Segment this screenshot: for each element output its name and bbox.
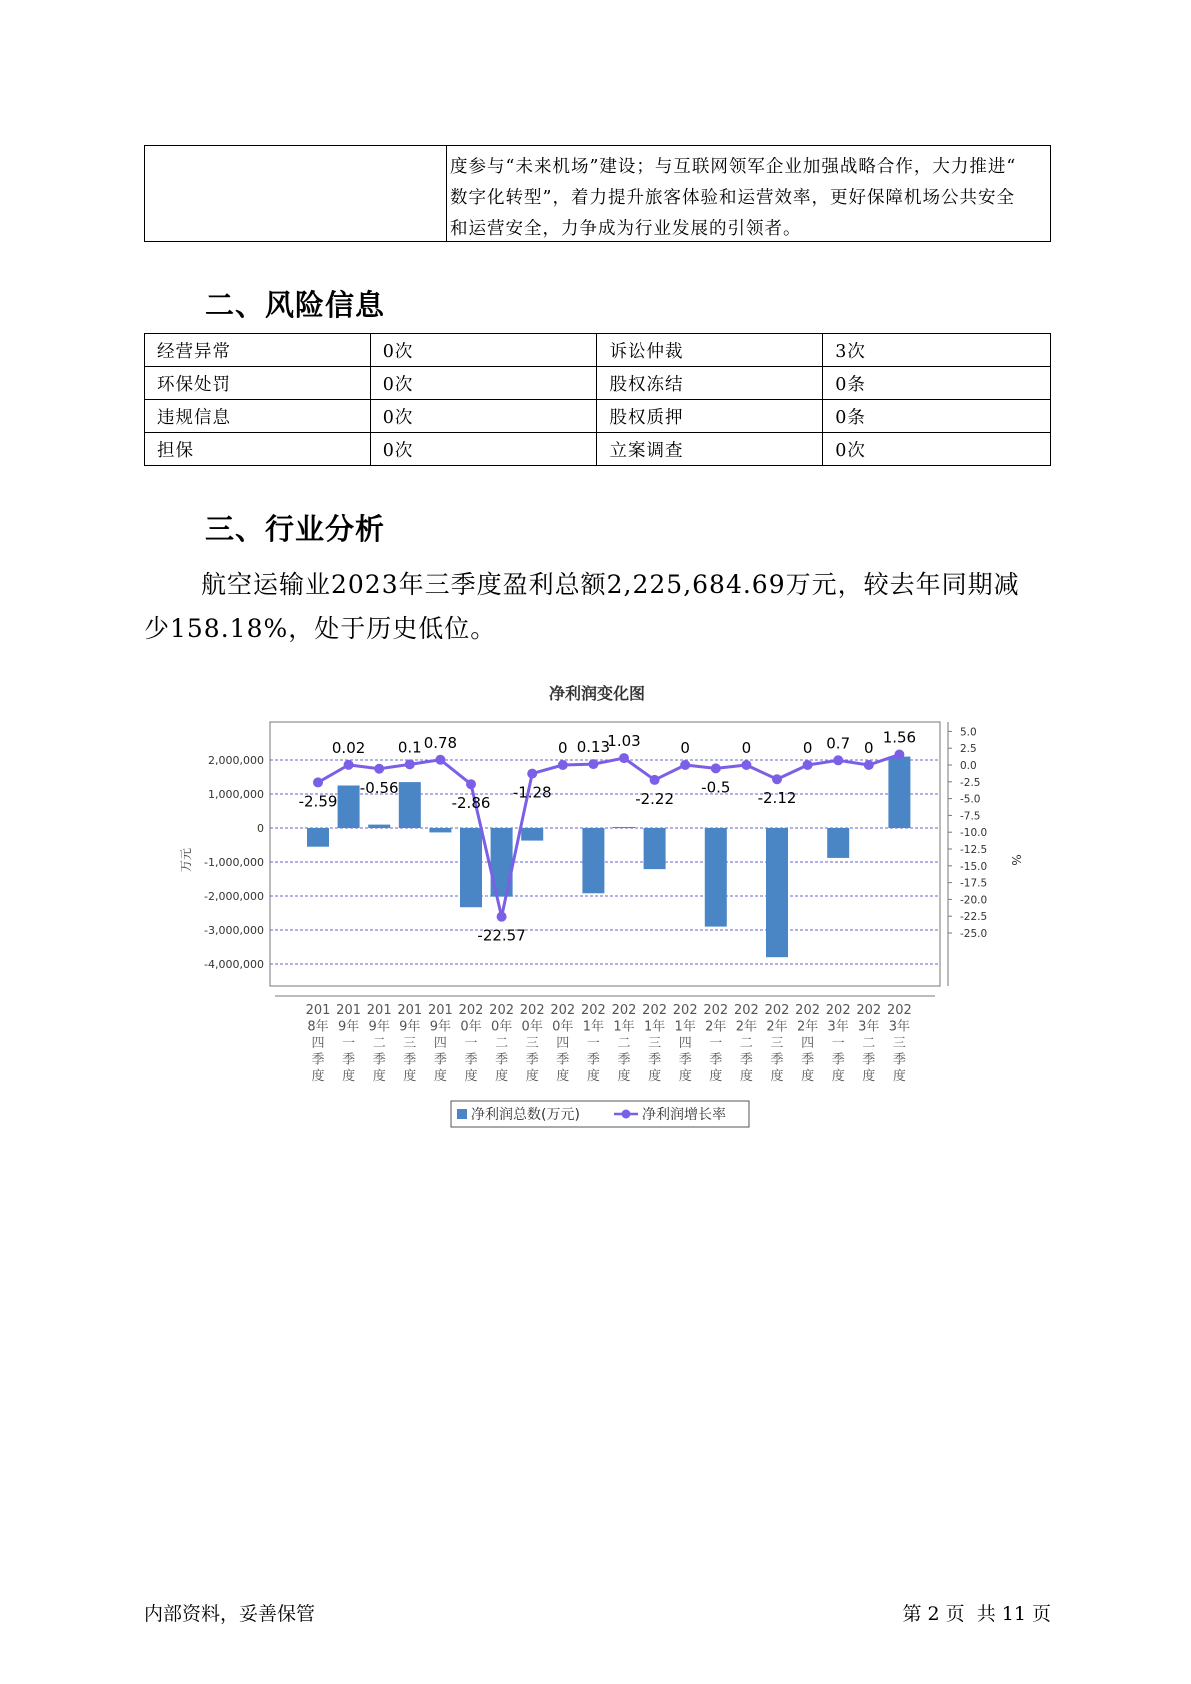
bar: [521, 828, 543, 841]
bar: [827, 828, 849, 858]
x-category-label: 202: [489, 1003, 515, 1018]
right-axis-label: %: [1009, 854, 1023, 866]
x-category-label: 202: [825, 1003, 851, 1018]
risk-value: 3次: [823, 334, 1051, 367]
x-category-label: 3年: [888, 1019, 911, 1035]
x-category-label: 度: [586, 1069, 600, 1084]
footer-page-number: 第 2 页 共 11 页: [902, 1603, 1051, 1625]
risk-value: 0条: [823, 400, 1051, 433]
x-category-label: 0年: [460, 1019, 482, 1035]
rate-line: [318, 755, 899, 917]
x-category-label: 度: [648, 1069, 662, 1084]
bar: [460, 828, 482, 907]
left-axis: [204, 754, 264, 971]
x-category-label: 季: [525, 1052, 539, 1068]
x-category-label: 度: [495, 1069, 509, 1084]
bar: [766, 828, 788, 957]
x-category-label: 202: [458, 1003, 484, 1018]
rate-data-label: 1.03: [607, 732, 641, 751]
x-category-label: 二: [739, 1036, 753, 1051]
x-category-label: 一: [342, 1036, 356, 1051]
legend-line-marker: [622, 1110, 631, 1119]
right-tick-label: -7.5: [960, 810, 981, 823]
right-tick-label: -17.5: [960, 877, 988, 890]
x-category-label: 201: [305, 1003, 331, 1018]
risk-label: 股权质押: [597, 400, 823, 433]
x-category-label: 度: [678, 1069, 692, 1084]
x-category-label: 9年: [429, 1019, 452, 1035]
x-category-label: 季: [556, 1052, 570, 1068]
bar: [644, 828, 666, 869]
x-category-label: 一: [464, 1036, 478, 1051]
x-axis-categories: [275, 996, 935, 1084]
x-category-label: 201: [427, 1003, 453, 1018]
right-tick-label: -20.0: [960, 894, 988, 907]
rate-point: [344, 760, 354, 770]
x-category-label: 二: [862, 1036, 876, 1051]
risk-value: 0次: [823, 433, 1051, 466]
x-category-label: 202: [733, 1003, 759, 1018]
x-category-label: 度: [770, 1069, 784, 1084]
x-category-label: 202: [550, 1003, 576, 1018]
rate-point: [833, 755, 843, 765]
rate-data-label: 0.1: [397, 738, 422, 757]
rate-data-label: 0: [680, 739, 690, 757]
rate-point: [466, 779, 476, 789]
x-category-label: 季: [739, 1052, 753, 1068]
x-category-label: 202: [611, 1003, 637, 1018]
x-category-label: 度: [831, 1069, 845, 1084]
x-category-label: 季: [678, 1052, 692, 1068]
x-category-label: 季: [342, 1052, 356, 1068]
rate-data-label: -1.28: [512, 783, 552, 802]
rate-point: [405, 759, 415, 769]
risk-value: 0次: [370, 367, 597, 400]
x-category-label: 202: [703, 1003, 729, 1018]
bar: [399, 782, 421, 828]
right-tick-label: 5.0: [960, 726, 977, 739]
right-tick-label: -25.0: [960, 928, 988, 940]
x-category-label: 2年: [796, 1019, 819, 1035]
risk-label: 立案调查: [597, 433, 823, 466]
x-category-label: 一: [586, 1036, 600, 1051]
analysis-paragraph-line2: 少158.18%，处于历史低位。: [144, 614, 497, 643]
bar: [888, 757, 910, 828]
x-category-label: 一: [831, 1036, 845, 1051]
rate-data-label: 0.78: [423, 733, 458, 752]
x-category-label: 1年: [613, 1019, 635, 1035]
rate-data-label: 0: [741, 739, 752, 757]
bar: [368, 825, 390, 828]
footer-confidential: 内部资料，妥善保管: [144, 1603, 316, 1625]
x-category-label: 季: [403, 1052, 417, 1068]
rate-data-label: 0.02: [331, 738, 366, 757]
x-category-label: 二: [617, 1036, 631, 1051]
right-tick-label: -22.5: [960, 911, 988, 924]
x-category-label: 201: [336, 1003, 362, 1018]
analysis-paragraph-line1: 航空运输业2023年三季度盈利总额2,225,684.69万元，较去年同期减: [201, 570, 1020, 599]
x-category-label: 3年: [827, 1019, 849, 1035]
x-category-label: 度: [525, 1069, 539, 1084]
continuation-line: 数字化转型”，着力提升旅客体验和运营效率，更好保障机场公共安全: [450, 188, 1015, 208]
continuation-line: 度参与“未来机场”建设；与互联网领军企业加强战略合作，大力推进“: [450, 157, 1017, 177]
x-category-label: 0年: [552, 1019, 574, 1035]
rate-data-label: -0.5: [701, 778, 731, 797]
risk-label: 经营异常: [145, 334, 371, 367]
x-category-label: 四: [678, 1036, 692, 1051]
x-category-label: 201: [366, 1003, 392, 1018]
x-category-label: 度: [556, 1069, 570, 1084]
risk-label: 诉讼仲裁: [597, 334, 823, 367]
risk-label: 环保处罚: [145, 367, 371, 400]
x-category-label: 1年: [582, 1019, 605, 1035]
left-axis-label: 万元: [179, 847, 193, 873]
rate-point: [527, 769, 537, 779]
x-category-label: 9年: [337, 1019, 360, 1035]
x-category-label: 度: [311, 1069, 325, 1084]
x-category-label: 季: [311, 1052, 325, 1068]
x-category-label: 季: [831, 1052, 845, 1068]
x-category-label: 度: [709, 1069, 723, 1084]
rate-data-label: 0.7: [826, 734, 851, 753]
x-category-label: 季: [495, 1052, 509, 1068]
rate-data-label: 1.56: [882, 728, 917, 747]
right-tick-label: -5.0: [960, 793, 981, 806]
x-category-label: 季: [464, 1052, 478, 1068]
left-tick-label: 0: [257, 822, 264, 835]
legend-bar-swatch: [457, 1109, 467, 1119]
rate-data-label: -2.59: [298, 792, 338, 811]
x-category-label: 季: [617, 1052, 631, 1068]
x-category-label: 度: [433, 1069, 447, 1084]
bar: [582, 828, 604, 893]
left-tick-label: -1,000,000: [204, 856, 264, 869]
x-category-label: 一: [709, 1036, 723, 1051]
section-title-industry: 三、行业分析: [205, 512, 386, 546]
x-category-label: 202: [642, 1003, 668, 1018]
rate-point: [741, 760, 751, 770]
left-tick-label: -2,000,000: [204, 890, 264, 903]
rate-point: [864, 760, 874, 770]
x-category-label: 季: [648, 1052, 662, 1068]
risk-value: 0次: [370, 334, 597, 367]
x-category-label: 季: [709, 1052, 723, 1068]
rate-point: [619, 753, 629, 763]
rate-point: [558, 760, 568, 770]
rate-data-label: 0.13: [576, 738, 611, 757]
x-category-label: 季: [892, 1052, 906, 1068]
section-title-risk: 二、风险信息: [205, 288, 386, 322]
x-category-label: 度: [372, 1069, 386, 1084]
x-category-label: 季: [433, 1052, 447, 1068]
risk-label: 担保: [145, 433, 371, 466]
rate-point: [650, 775, 660, 785]
bar: [307, 828, 329, 847]
x-category-label: 202: [519, 1003, 545, 1018]
right-tick-label: 2.5: [960, 743, 977, 756]
right-tick-label: -15.0: [960, 860, 988, 873]
x-category-label: 度: [862, 1069, 876, 1084]
risk-value: 0条: [823, 367, 1051, 400]
x-category-label: 四: [433, 1036, 447, 1051]
continuation-line: 和运营安全，力争成为行业发展的引领者。: [450, 219, 802, 239]
x-category-label: 1年: [674, 1019, 696, 1035]
x-category-label: 202: [764, 1003, 790, 1018]
rate-point: [497, 912, 507, 922]
x-category-label: 度: [617, 1069, 631, 1084]
right-tick-label: 0.0: [960, 760, 977, 772]
right-tick-label: -2.5: [960, 776, 981, 789]
rate-data-label: -2.22: [635, 789, 675, 808]
rate-data-label: -2.86: [451, 794, 491, 813]
x-category-label: 2年: [735, 1019, 758, 1035]
x-category-label: 度: [342, 1069, 356, 1084]
x-category-label: 度: [403, 1069, 417, 1084]
rate-point: [711, 763, 721, 773]
x-category-label: 202: [856, 1003, 882, 1018]
risk-label: 股权冻结: [597, 367, 823, 400]
x-category-label: 0年: [521, 1019, 543, 1035]
x-category-label: 三: [648, 1036, 662, 1051]
x-category-label: 1年: [643, 1019, 666, 1035]
risk-value: 0次: [370, 400, 597, 433]
x-category-label: 三: [525, 1036, 539, 1051]
x-category-label: 四: [801, 1036, 815, 1051]
x-category-label: 201: [397, 1003, 423, 1018]
x-category-label: 季: [862, 1052, 876, 1068]
right-tick-label: -12.5: [960, 844, 988, 856]
chart-legend: [451, 1101, 749, 1127]
left-tick-label: -4,000,000: [204, 958, 264, 971]
rate-point: [313, 777, 323, 787]
legend-line-label: 净利润增长率: [642, 1107, 726, 1123]
rate-point: [894, 750, 904, 760]
rate-data-label: 0: [558, 739, 568, 757]
x-category-label: 季: [372, 1052, 386, 1068]
x-category-label: 8年: [307, 1019, 329, 1035]
right-axis: [948, 722, 987, 986]
x-category-label: 度: [892, 1069, 906, 1084]
bar: [705, 828, 727, 927]
rate-point: [680, 760, 690, 770]
left-tick-label: 2,000,000: [208, 754, 264, 767]
x-category-label: 四: [556, 1036, 570, 1051]
bar: [613, 827, 635, 828]
x-category-label: 三: [892, 1036, 906, 1051]
left-tick-label: -3,000,000: [204, 924, 264, 937]
rate-point: [772, 774, 782, 784]
x-category-label: 2年: [705, 1019, 727, 1035]
x-category-label: 202: [580, 1003, 606, 1018]
x-category-label: 三: [770, 1036, 784, 1051]
x-category-label: 3年: [858, 1019, 880, 1035]
rate-data-label: 0: [802, 739, 813, 757]
x-category-label: 季: [801, 1052, 815, 1068]
x-category-label: 0年: [490, 1019, 513, 1035]
x-category-label: 二: [372, 1036, 386, 1051]
x-category-label: 9年: [399, 1019, 421, 1035]
rate-data-label: -2.12: [757, 789, 797, 808]
x-category-label: 度: [739, 1069, 753, 1084]
rate-point: [374, 764, 384, 774]
x-category-label: 202: [672, 1003, 698, 1018]
rate-data-label: -0.56: [359, 778, 399, 797]
x-category-label: 二: [495, 1036, 509, 1051]
left-tick-label: 1,000,000: [208, 788, 264, 801]
x-category-label: 季: [770, 1052, 784, 1068]
right-tick-label: -10.0: [960, 827, 988, 840]
x-category-label: 2年: [766, 1019, 788, 1035]
rate-point: [435, 755, 445, 765]
x-category-label: 202: [795, 1003, 821, 1018]
bar: [338, 786, 360, 829]
x-category-label: 度: [464, 1069, 478, 1084]
risk-label: 违规信息: [145, 400, 371, 433]
x-category-label: 三: [403, 1036, 417, 1051]
x-category-label: 202: [886, 1003, 912, 1018]
chart-title: 净利润变化图: [548, 684, 646, 703]
legend-bar-label: 净利润总数(万元): [471, 1107, 580, 1123]
x-category-label: 季: [586, 1052, 600, 1068]
rate-data-label: -22.57: [477, 926, 526, 945]
rate-point: [803, 760, 813, 770]
x-category-label: 四: [311, 1036, 325, 1051]
x-category-label: 9年: [368, 1019, 390, 1035]
risk-value: 0次: [370, 433, 597, 466]
bar: [429, 828, 451, 832]
x-category-label: 度: [801, 1069, 815, 1084]
rate-point: [588, 759, 598, 769]
rate-data-label: 0: [864, 739, 874, 757]
